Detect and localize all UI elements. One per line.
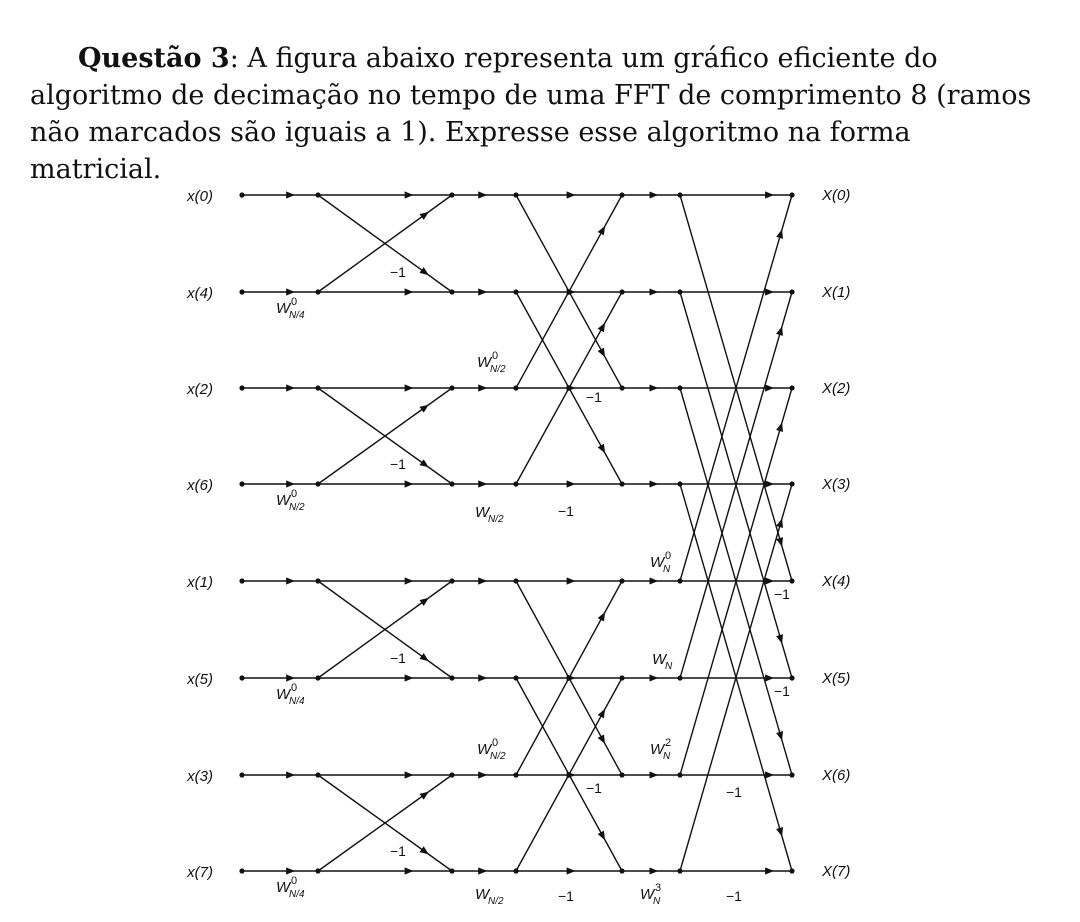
graph-node <box>677 675 682 680</box>
graph-node <box>239 578 244 583</box>
edge-arrow <box>602 738 603 740</box>
graph-node <box>789 578 794 583</box>
edge-arrow <box>602 230 603 232</box>
twiddle-superscript: 0 <box>291 875 298 887</box>
edge-arrow <box>424 272 425 273</box>
question-body: A figura abaixo representa um gráfico eficiente do algoritmo de decimação no tempo de uma FFT de comprimento 8 (ramos não marcados são iguais a 1). Expresse esse algoritmo na forma matricial. <box>30 43 1032 185</box>
edge-arrow <box>780 636 781 640</box>
twiddle-stage3-1 <box>652 651 673 672</box>
twiddle-base: W <box>650 741 665 758</box>
graph-node <box>789 192 794 197</box>
graph-node <box>513 675 518 680</box>
graph-node <box>619 289 624 294</box>
minus-one-stage3-1: −1 <box>774 683 790 699</box>
graph-node <box>239 772 244 777</box>
edge-arrow <box>780 331 781 335</box>
twiddle-base: W <box>475 504 490 521</box>
graph-node <box>619 772 624 777</box>
graph-node <box>315 578 320 583</box>
graph-node <box>239 192 244 197</box>
twiddle-superscript: 3 <box>655 882 662 894</box>
output-label-7: X(7) <box>822 863 851 880</box>
input-label-0: x(0) <box>187 188 213 205</box>
minus-one-stage1-2: −1 <box>390 650 406 666</box>
twiddle-subscript: N/2 <box>488 514 504 525</box>
twiddle-superscript: 0 <box>291 488 298 500</box>
graph-node <box>513 772 518 777</box>
twiddle-stage3-0 <box>650 550 671 575</box>
twiddle-subscript: N/2 <box>490 751 506 762</box>
twiddle-subscript: N/4 <box>289 696 305 707</box>
input-label-2: x(2) <box>187 381 213 398</box>
twiddle-stage3-3 <box>640 882 661 907</box>
twiddle-subscript: N/2 <box>488 896 504 907</box>
graph-node <box>315 772 320 777</box>
graph-node <box>239 481 244 486</box>
output-label-4: X(4) <box>822 573 851 590</box>
graph-node <box>315 675 320 680</box>
graph-node <box>513 481 518 486</box>
minus-one-stage2-3: −1 <box>558 888 574 904</box>
twiddle-base: W <box>276 492 291 509</box>
input-label-5: x(5) <box>187 671 213 688</box>
edge-arrow <box>424 600 425 601</box>
twiddle-base: W <box>276 300 291 317</box>
graph-node <box>619 675 624 680</box>
graph-node <box>677 772 682 777</box>
graph-node <box>449 868 454 873</box>
minus-one-stage3-3: −1 <box>726 888 742 904</box>
graph-node <box>449 481 454 486</box>
twiddle-base: W <box>650 554 665 571</box>
graph-node <box>449 578 454 583</box>
minus-one-stage1-0: −1 <box>390 264 406 280</box>
edge-arrow <box>602 616 603 618</box>
twiddle-stage1-1 <box>276 488 305 513</box>
twiddle-subscript: N/4 <box>289 889 305 900</box>
input-label-1: x(4) <box>187 285 213 302</box>
edge-arrow <box>424 794 425 795</box>
graph-node <box>449 772 454 777</box>
graph-node <box>677 385 682 390</box>
edge-arrow <box>602 713 603 715</box>
edge-arrow <box>424 214 425 215</box>
twiddle-superscript: 0 <box>291 682 298 694</box>
minus-one-stage2-1: −1 <box>558 503 574 519</box>
graph-node <box>677 481 682 486</box>
output-label-1: X(1) <box>822 284 851 301</box>
twiddle-base: W <box>640 886 655 903</box>
twiddle-subscript: N/2 <box>490 364 506 375</box>
graph-node <box>789 289 794 294</box>
graph-node <box>789 772 794 777</box>
minus-one-stage2-0: −1 <box>586 389 602 405</box>
twiddle-subscript: N <box>665 661 673 672</box>
graph-node <box>513 192 518 197</box>
minus-one-stage3-2: −1 <box>726 784 742 800</box>
twiddle-base: W <box>475 886 490 903</box>
edge-arrow <box>602 351 603 353</box>
graph-node <box>677 578 682 583</box>
graph-node <box>449 289 454 294</box>
graph-node <box>789 481 794 486</box>
graph-node <box>239 675 244 680</box>
graph-node <box>677 868 682 873</box>
twiddle-superscript: 0 <box>492 350 499 362</box>
graph-node <box>513 289 518 294</box>
graph-node <box>315 868 320 873</box>
graph-node <box>677 289 682 294</box>
graph-node <box>619 192 624 197</box>
input-label-6: x(3) <box>187 768 213 785</box>
edge-arrow <box>780 732 781 736</box>
edge-arrow <box>602 448 603 450</box>
graph-node <box>619 481 624 486</box>
twiddle-stage2-1 <box>475 504 504 525</box>
graph-node <box>677 192 682 197</box>
twiddle-subscript: N <box>653 896 661 907</box>
edge-arrow <box>780 828 781 832</box>
graph-node <box>239 868 244 873</box>
twiddle-base: W <box>477 741 492 758</box>
graph-edges <box>242 195 792 871</box>
twiddle-superscript: 0 <box>492 737 499 749</box>
twiddle-stage2-3 <box>475 886 504 907</box>
input-label-4: x(1) <box>187 574 213 591</box>
graph-node <box>449 385 454 390</box>
graph-node <box>315 385 320 390</box>
question-heading: Questão 3 <box>78 43 230 74</box>
output-label-0: X(0) <box>822 187 851 204</box>
graph-node <box>513 868 518 873</box>
graph-node <box>239 289 244 294</box>
twiddle-subscript: N <box>663 751 671 762</box>
minus-one-stage1-3: −1 <box>390 843 406 859</box>
graph-node <box>513 385 518 390</box>
input-label-7: x(7) <box>187 864 213 881</box>
twiddle-stage1-3 <box>276 875 305 900</box>
graph-node <box>315 192 320 197</box>
question-colon: : <box>229 43 239 74</box>
output-label-3: X(3) <box>822 476 851 493</box>
minus-one-stage1-1: −1 <box>390 456 406 472</box>
twiddle-base: W <box>652 651 667 668</box>
twiddle-stage1-2 <box>276 682 305 707</box>
minus-one-stage2-2: −1 <box>586 780 602 796</box>
graph-node <box>513 578 518 583</box>
output-label-5: X(5) <box>822 670 851 687</box>
graph-node <box>315 481 320 486</box>
edge-arrow <box>424 851 425 852</box>
edge-arrow <box>424 407 425 408</box>
twiddle-subscript: N/2 <box>289 502 305 513</box>
twiddle-base: W <box>276 686 291 703</box>
graph-node <box>315 289 320 294</box>
edge-arrow <box>780 523 781 527</box>
input-label-3: x(6) <box>187 477 213 494</box>
edge-arrow <box>424 464 425 465</box>
edge-arrow <box>780 427 781 431</box>
output-label-2: X(2) <box>822 380 851 397</box>
twiddle-superscript: 0 <box>665 550 672 562</box>
edge-arrow <box>780 234 781 238</box>
graph-node <box>449 675 454 680</box>
twiddle-superscript: 0 <box>291 296 298 308</box>
twiddle-superscript: 2 <box>665 737 672 749</box>
edge-arrow <box>602 327 603 329</box>
twiddle-subscript: N <box>663 564 671 575</box>
graph-node <box>619 385 624 390</box>
edge-arrow <box>780 539 781 543</box>
graph-node <box>239 385 244 390</box>
twiddle-stage1-0 <box>276 296 305 321</box>
graph-node <box>789 868 794 873</box>
edge-arrow <box>424 658 425 659</box>
twiddle-stage2-0 <box>477 350 506 375</box>
twiddle-base: W <box>276 879 291 896</box>
edge-arrow <box>602 834 603 836</box>
twiddle-subscript: N/4 <box>289 310 305 321</box>
twiddle-stage3-2 <box>650 737 671 762</box>
twiddle-base: W <box>477 354 492 371</box>
twiddle-stage2-2 <box>477 737 506 762</box>
graph-node <box>619 868 624 873</box>
graph-node <box>789 385 794 390</box>
minus-one-stage3-0: −1 <box>774 586 790 602</box>
output-label-6: X(6) <box>822 767 851 784</box>
graph-node <box>789 675 794 680</box>
graph-node <box>449 192 454 197</box>
graph-node <box>619 578 624 583</box>
